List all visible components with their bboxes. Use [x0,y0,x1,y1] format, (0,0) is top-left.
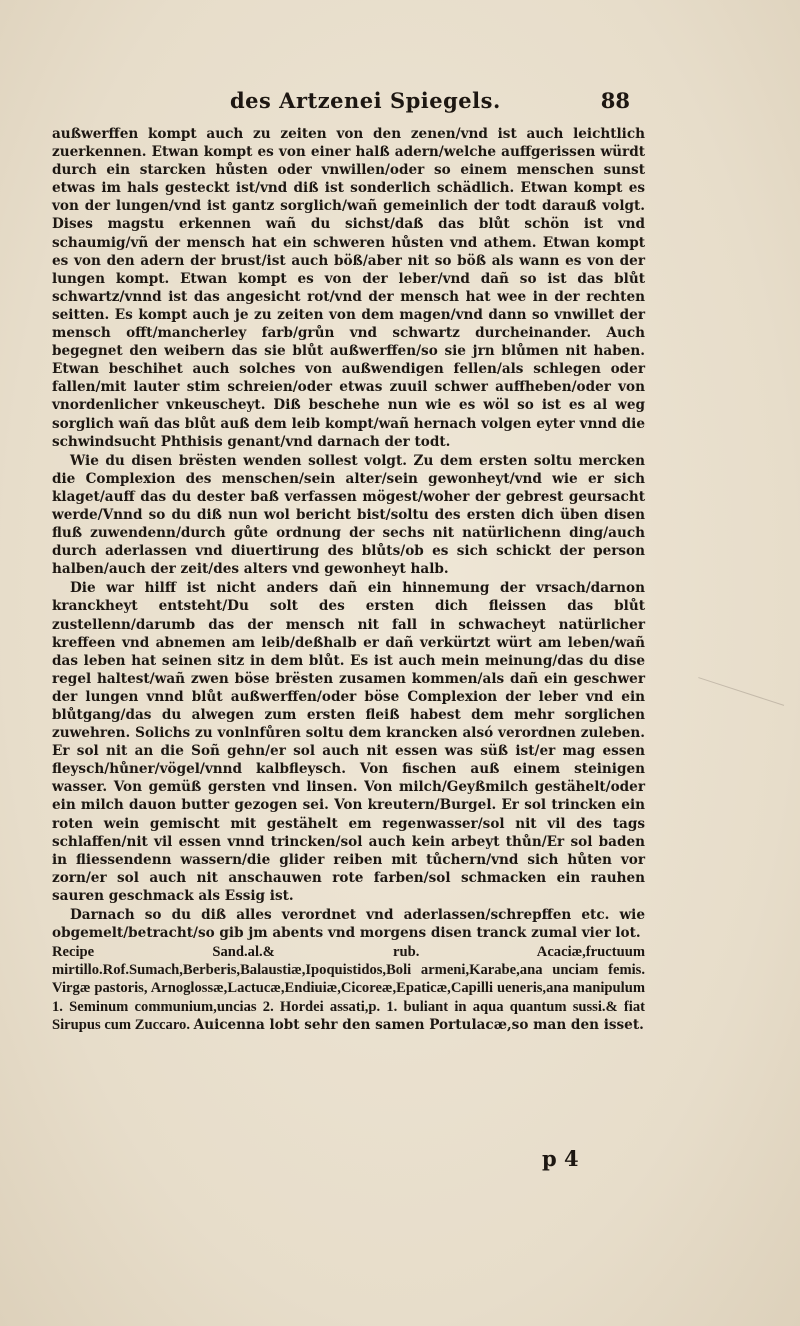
folio-number: 88 [600,88,630,113]
running-title: des Artzenei Spiegels. [230,88,501,113]
paper-mark [686,677,784,744]
body-text [52,125,645,1035]
paragraph-3: Die war hilff ist nicht anders dañ ein hinnemung der vrsach/darnon kranckheyt entsteht/Du solt des ersten dich fleissen das blůt zustellenn/darumb das der mensch nit fall in schwacheyt natürlicher kreffeen vnd abnemen am leib/deßhalb er dañ verkürtzt würt am leben/wañ das leben hat seinen sitz in dem blůt. Es ist auch mein meinung/das du dise regel haltest/wañ zwen böse brësten zusamen kommen/als dañ ein geschwer der lungen vnnd blůt außwerffen/oder böse Complexion der leber vnd ein blůtgang/das du alwegen zum ersten fleiß habest dem mehr sorglichen zuwehren. Solichs zu vonlnfůren soltu dem krancken alsó verordnen zuleben. Er sol nit an die Soñ gehn/er sol auch nit essen was süß ist/er mag essen fleysch/hůner/vögel/vnnd kalbfleysch. Von fischen auß einem steinigen wasser. Von gemüß gersten vnd linsen. Von milch/Geyßmilch gestähelt/oder ein milch dauon butter gezogen sei. Von kreutern/Burgel. Er sol trincken ein roten wein gemischt mit gestähelt em regenwasser/sol nit vil des tags schlaffen/nit vil essen vnnd trincken/sol auch kein arbeyt thůn/Er sol baden in fliessendenn wassern/die glider reiben mit tůchern/vnd sich hůten vor zorn/er sol auch nit anschauwen rote farben/sol schmacken ein rauhen sauren geschmack als Essig ist. [52,580,645,904]
paragraph-4: Darnach so du diß alles verordnet vnd aderlassen/schrepffen etc. wie obgemelt/betracht/so gib jm abents vnd morgens disen tranck zumal vier lot. [52,907,645,942]
page-header [55,88,630,118]
recipe-text: Recipe Sand.al.& rub. Acaciæ,fructuum mirtillo.Rof.Sumach,Berberis,Balaustiæ,Ipoquistidos,Boli armeni,Karabe,ana unciam femis. Virgæ pastoris, Arnoglossæ,Lactucæ,Endiuiæ,Cicoreæ,Epaticæ,Capilli ueneris,ana manipulum 1. Seminum communium,uncias 2. Hordei assati,p. 1. buliant in aqua quantum sussi.& fiat Sirupus cum Zuccaro. [52,944,645,1033]
recipe-paragraph [52,943,645,1033]
paragraph-1: außwerffen kompt auch zu zeiten von den zenen/vnd ist auch leichtlich zuerkennen. Etwan kompt es von einer halß adern/welche auffgerissen würdt durch ein starcken hůsten oder vnwillen/oder so einem menschen sunst etwas im hals gesteckt ist/vnd diß ist sonderlich schädlich. Etwan kompt es von der lungen/vnd ist gantz sorglich/wañ gemeinlich der todt darauß volgt. Dises magstu erkennen wañ du sichst/daß das blůt schön ist vnd schaumig/vñ der mensch hat ein schweren hůsten vnd athem. Etwan kompt es von den adern der brust/ist auch böß/aber nit so böß als wann es von der lungen kompt. Etwan kompt es von der leber/vnd dañ so ist das blůt schwartz/vnnd ist das angesicht rot/vnd der mensch hat wee in der rechten seitten. Es kompt auch je zu zeiten von dem magen/vnd dann so vnwillet der mensch offt/mancherley farb/grůn vnd schwartz durcheinander. Auch begegnet den weibern das sie blůt außwerffen/so sie jrn blůmen nit haben. Etwan beschihet auch solches von außwendigen fellen/als schlegen oder fallen/mit lauter stim schreien/oder etwas zuuil schwer auffheben/oder von vnordenlicher vnkeuscheyt. Diß beschehe nun wie es wöl so ist es al weg sorglich wañ das blůt auß dem leib kompt/wañ hernach volgen eyter vnnd die schwindsucht Phthisis genant/vnd darnach der todt. [52,126,645,450]
recipe-tail: Auicenna lobt sehr den samen Portulacæ,so man den isset. [193,1016,644,1033]
paragraph-2: Wie du disen brësten wenden sollest volgt. Zu dem ersten soltu mercken die Complexion des menschen/sein alter/sein gewonheyt/vnd wie er sich klaget/auff das du dester baß verfassen mögest/woher der gebrest geursacht werde/Vnnd so du diß nun wol bericht bist/soltu des ersten dich üben disen fluß zuwendenn/durch gůte ordnung der sechs nit natürlichenn ding/auch durch aderlassen vnd diuertirung des blůts/ob es sich schickt der person halben/auch der zeit/des alters vnd gewonheyt halb. [52,452,645,578]
signature-mark: p 4 [542,1146,579,1171]
